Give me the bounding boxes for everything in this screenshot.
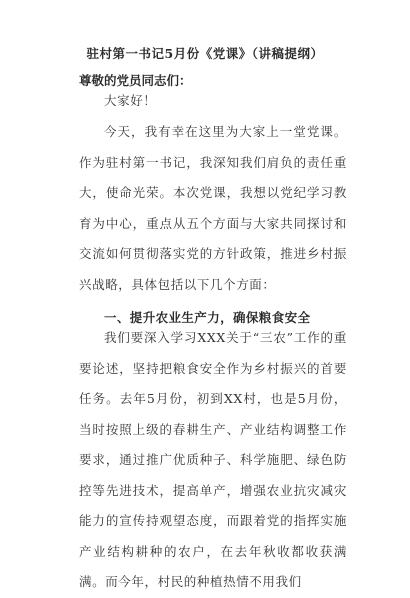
- section-heading: 一、提升农业生产力，确保粮食安全: [104, 310, 311, 325]
- intro-paragraph: 今天，我有幸在这里为大家上一堂党课。作为驻村第一书记，我深知我们肩负的责任重大，使命光荣。本次党课，我想以党纪学习教育为中心，重点从五个方面与大家共同探讨和交流如何贯彻落实党的方针政策，推进乡村振兴战略，具体包括以下几个方面：: [79, 124, 347, 292]
- body-paragraph: 我们要深入学习XXX关于“三农”工作的重要论述，坚持把粮食安全作为乡村振兴的首要任务。去年5月份，初到XX村，也是5月份，当时按照上级的春耕生产、产业结构调整工作要求，通过推广优质种子、科学施肥、绿色防控等先进技术，提高单产，增强农业抗灾减灾能力的宣传持观望态度，而跟着党的指挥实施产业结构耕种的农户，在去年秋收都收获满满。而今年，村民的种植热情不用我们: [79, 330, 347, 589]
- document-title: 驻村第一书记5月份《党课》（讲稿提纲）: [86, 46, 324, 61]
- greeting-paragraph: 大家好！: [104, 93, 157, 108]
- salutation: 尊敬的党员同志们：: [79, 73, 192, 88]
